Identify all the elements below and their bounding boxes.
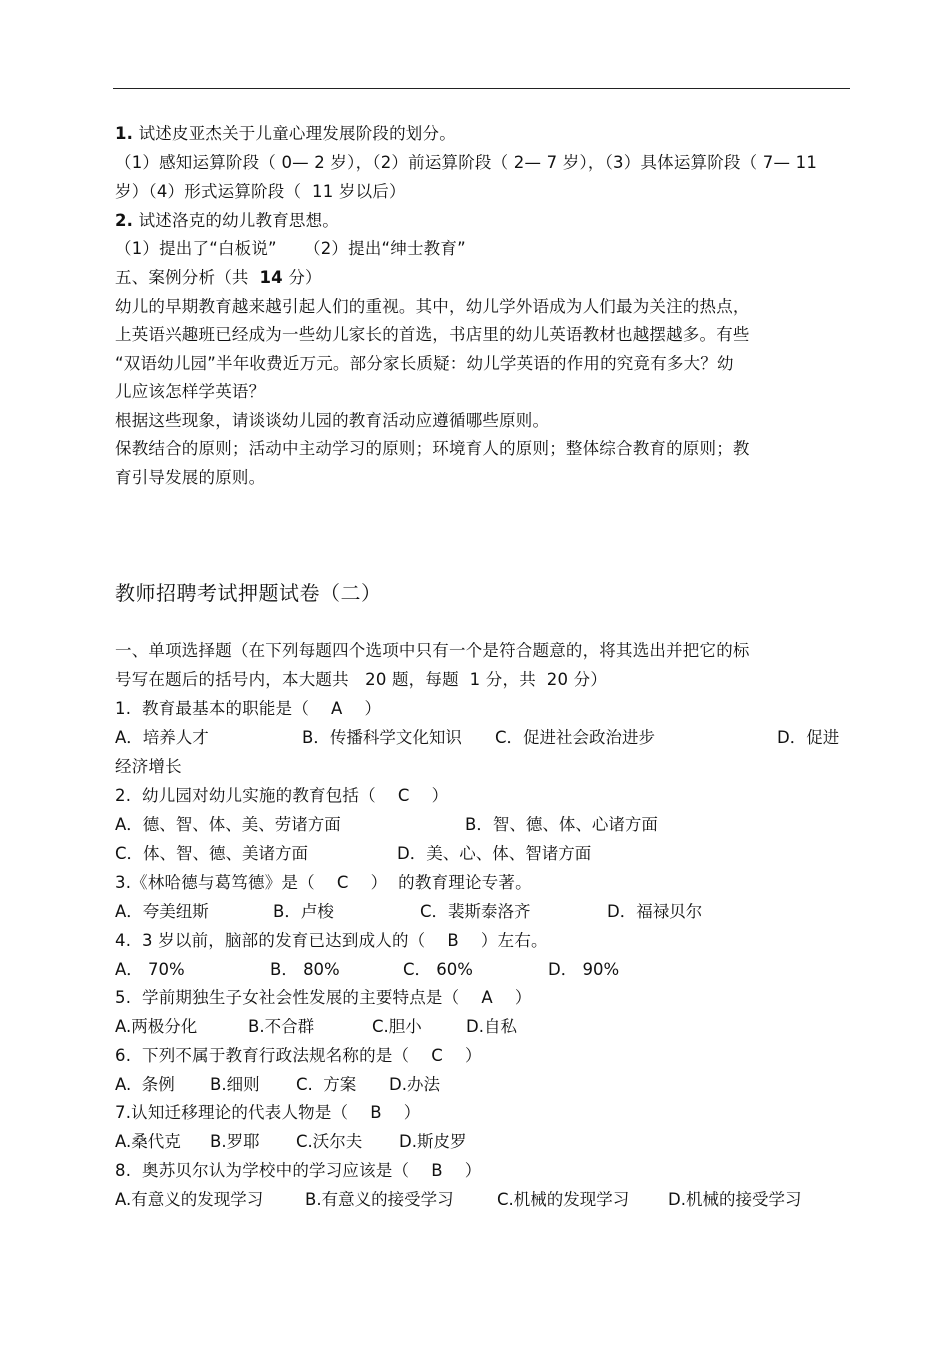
answer-text: 岁）（4）形式运算阶段（ 11 岁以后）: [115, 182, 406, 201]
option-d: D．促进: [777, 728, 840, 747]
header-rule: [113, 88, 850, 89]
case-question: 根据这些现象，请谈谈幼儿园的教育活动应遵循哪些原则。: [115, 411, 550, 430]
question-number: 2.: [115, 211, 134, 230]
option-b: B．传播科学文化知识: [302, 728, 462, 747]
option-d: D.斯皮罗: [399, 1132, 467, 1151]
stem-text: 5. 学前期独生子女社会性发展的主要特点是（: [115, 988, 460, 1007]
option-d: D.办法: [389, 1075, 440, 1094]
option-a: A.两极分化: [115, 1017, 198, 1036]
option-b: B.不合群: [248, 1017, 315, 1036]
question-heading: [115, 123, 456, 145]
option-d: D．美、心、体、智诸方面: [397, 844, 592, 863]
stem-text: ）: [403, 1103, 421, 1122]
option-b: B．智、德、体、心诸方面: [465, 815, 658, 834]
case-text: 上英语兴趣班已经成为一些幼儿家长的首选，书店里的幼儿英语教材也越摆越多。有些: [115, 325, 750, 344]
option-a: A.桑代克: [115, 1132, 181, 1151]
option-a: A.有意义的发现学习: [115, 1190, 264, 1209]
question-number: 1.: [115, 124, 134, 143]
section-heading-prefix: 五、案例分析（共: [115, 268, 260, 287]
answer-text: （1）提出了“白板说” （2）提出“绅士教育”: [115, 239, 466, 258]
stem-text: 6. 下列不属于教育行政法规名称的是（: [115, 1046, 410, 1065]
option-c: C．裴斯泰洛齐: [420, 902, 531, 921]
option-d: D．福禄贝尔: [607, 902, 703, 921]
question-stem: [115, 785, 448, 807]
option-b: B.罗耶: [210, 1132, 260, 1151]
question-stem: [115, 698, 381, 720]
option-c: C.沃尔夫: [296, 1132, 363, 1151]
option-c: C．促进社会政治进步: [495, 728, 656, 747]
case-text: 幼儿的早期教育越来越引起人们的重视。其中，幼儿学外语成为人们最为关注的热点，: [115, 297, 750, 316]
option-b: B.细则: [210, 1075, 260, 1094]
section-score: 14: [259, 268, 283, 287]
question-stem: [115, 872, 532, 894]
option-a: A．德、智、体、美、劳诸方面: [115, 815, 341, 834]
question-text: 试述皮亚杰关于儿童心理发展阶段的划分。: [133, 124, 456, 143]
option-c: C. 方案: [296, 1075, 357, 1094]
option-c: C.胆小: [372, 1017, 422, 1036]
stem-text: 4. 3 岁以前，脑部的发育已达到成人的（: [115, 931, 426, 950]
case-answer: 保教结合的原则；活动中主动学习的原则；环境育人的原则；整体综合教育的原则；教: [115, 439, 750, 458]
question-stem: [115, 1045, 482, 1067]
question-text: 试述洛克的幼儿教育思想。: [133, 211, 340, 230]
option-b: B．卢梭: [273, 902, 334, 921]
answer-letter: B: [370, 1103, 382, 1122]
option-a: A．夸美纽斯: [115, 902, 209, 921]
stem-text: ）: [464, 1161, 482, 1180]
stem-text: ）左右。: [480, 931, 548, 950]
option-b: B.有意义的接受学习: [305, 1190, 454, 1209]
stem-text: 7.认知迁移理论的代表人物是（: [115, 1103, 349, 1122]
option-d: D.自私: [466, 1017, 517, 1036]
section-heading: [115, 267, 322, 289]
stem-text: 3.《林哈德与葛笃德》是（: [115, 873, 315, 892]
answer-letter: B: [447, 931, 459, 950]
answer-letter: A: [481, 988, 493, 1007]
answer-letter: B: [431, 1161, 443, 1180]
case-answer: 育引导发展的原则。: [115, 468, 266, 487]
stem-text: ）: [364, 699, 382, 718]
option-a: A. 条例: [115, 1075, 175, 1094]
stem-text: 1. 教育最基本的职能是（: [115, 699, 310, 718]
stem-text: 2. 幼儿园对幼儿实施的教育包括（: [115, 786, 376, 805]
answer-text: （1）感知运算阶段（ 0— 2 岁），（2）前运算阶段（ 2— 7 岁），（3）具体运算阶段（ 7— 11: [115, 153, 818, 172]
stem-text: ）: [464, 1046, 482, 1065]
case-text: “双语幼儿园”半年收费近万元。部分家长质疑：幼儿学英语的作用的究竟有多大？幼: [115, 354, 734, 373]
answer-letter: C: [397, 786, 410, 805]
option-wrap: 经济增长: [115, 757, 182, 776]
option-d: D． 90%: [548, 960, 620, 979]
question-stem: [115, 987, 532, 1009]
page-title: 教师招聘考试押题试卷（二）: [115, 581, 382, 605]
option-c: C.机械的发现学习: [497, 1190, 630, 1209]
question-stem: [115, 930, 548, 952]
answer-letter: C: [431, 1046, 443, 1065]
option-d: D.机械的接受学习: [668, 1190, 802, 1209]
option-b: B． 80%: [270, 960, 340, 979]
question-stem: [115, 1160, 481, 1182]
case-text: 儿应该怎样学英语？: [115, 382, 266, 401]
answer-letter: C: [336, 873, 349, 892]
section-instructions: 号写在题后的括号内，本大题共 20 题，每题 1 分，共 20 分）: [115, 670, 608, 689]
section-instructions: 一、单项选择题（在下列每题四个选项中只有一个是符合题意的，将其选出并把它的标: [115, 641, 750, 660]
stem-text: ）: [514, 988, 532, 1007]
stem-text: ） 的教育理论专著。: [370, 873, 532, 892]
question-heading: [115, 210, 339, 232]
question-stem: [115, 1102, 420, 1124]
option-a: A．培养人才: [115, 728, 209, 747]
option-c: C． 60%: [403, 960, 473, 979]
stem-text: ）: [431, 786, 449, 805]
option-c: C．体、智、德、美诸方面: [115, 844, 309, 863]
section-heading-suffix: 分）: [282, 268, 322, 287]
answer-letter: A: [331, 699, 343, 718]
option-a: A． 70%: [115, 960, 185, 979]
stem-text: 8. 奥苏贝尔认为学校中的学习应该是（: [115, 1161, 410, 1180]
